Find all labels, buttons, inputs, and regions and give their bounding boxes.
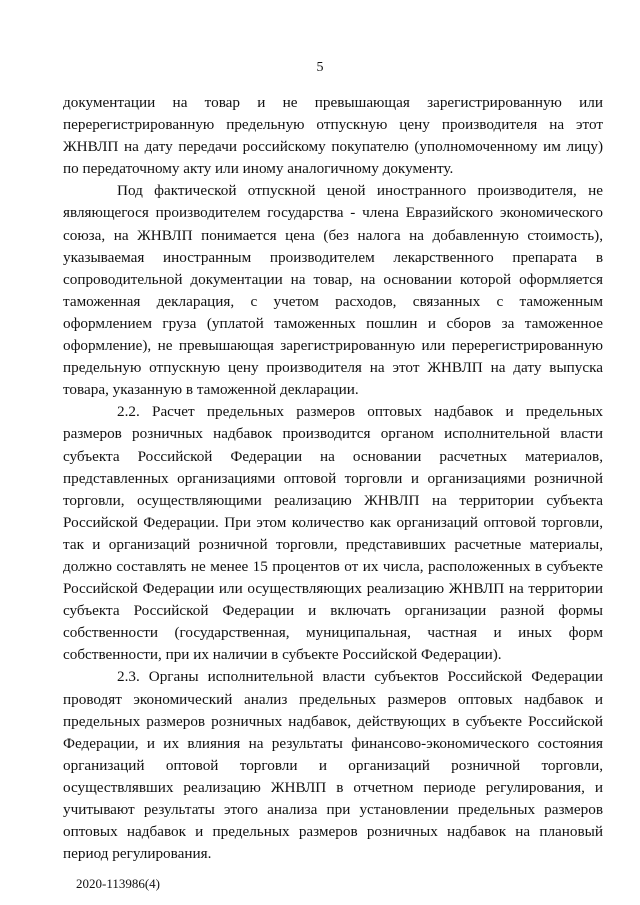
document-code: 2020-113986(4) — [76, 876, 161, 891]
paragraph-foreign-price: Под фактической отпускной ценой иностранного производителя, не являющегося производителем государства - члена Евразийского экономического союза, на ЖНВЛП понимается цена (без налога на добавленную стоимость), указываемая иностранным производителем лекарственного препарата в сопроводительной документации на товар, на основании которой оформляется таможенная декларация, с учетом расходов, связанных с таможенным оформлением груза (уплатой таможенных пошлин и сборов за таможенное оформление), не превышающая зарегистрированную или перерегистрированную предельную отпускную цену производителя на этот ЖНВЛП на дату выпуска товара, указанную в таможенной декларации. — [63, 182, 603, 399]
paragraph-2-2: 2.2. Расчет предельных размеров оптовых надбавок и предельных размеров розничных надбавок производится органом исполнительной власти субъекта Российской Федерации на основании расчетных материалов, представленных организациями оптовой торговли и организациями розничной торговли, осуществляющими реализацию ЖНВЛП на территории субъекта Российской Федерации. При этом количество как организаций оптовой торговли, так и организаций розничной торговли, представивших расчетные материалы, должно составлять не менее 15 процентов от их числа, расположенных в субъекте Российской Федерации или осуществляющих реализацию ЖНВЛП на территории субъекта Российской Федерации и включать организации разной формы собственности (государственная, муниципальная, частная и иных форм собственности, при их наличии в субъекте Российской Федерации). — [63, 403, 603, 664]
paragraph-2-3: 2.3. Органы исполнительной власти субъектов Российской Федерации проводят экономический анализ предельных размеров оптовых надбавок и предельных размеров розничных надбавок, действующих в субъекте Российской Федерации, и их влияния на результаты финансово-экономического состояния организаций оптовой торговли и организаций розничной торговли, осуществлявших реализацию ЖНВЛП в отчетном периоде регулирования, и учитывают результаты этого анализа при установлении предельных размеров оптовых надбавок и предельных размеров розничных надбавок на плановый период регулирования. — [63, 668, 603, 863]
document-body — [63, 92, 603, 865]
page-number: 5 — [316, 60, 324, 75]
paragraph-continuation: документации на товар и не превышающая зарегистрированную или перерегистрированную предельную отпускную цену производителя на этот ЖНВЛП на дату передачи российскому покупателю (уполномоченному им лицу) по передаточному акту или иному аналогичному документу. — [63, 94, 603, 178]
